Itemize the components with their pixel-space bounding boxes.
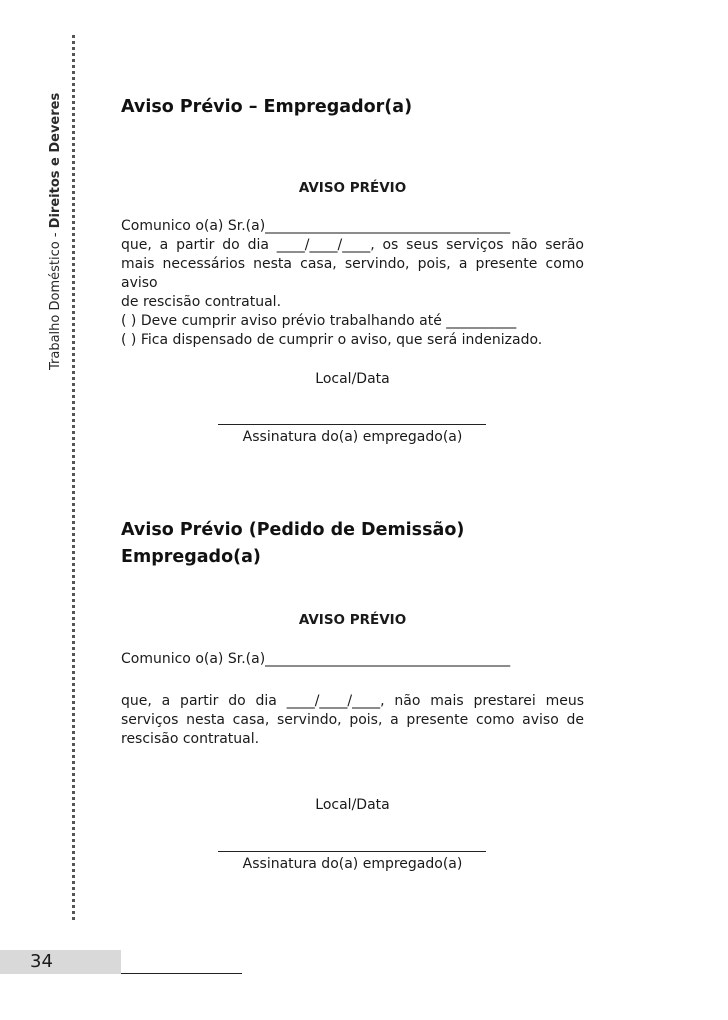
page-number-box <box>0 950 121 974</box>
section1-line-1: Comunico o(a) Sr.(a)___________________________________ <box>121 218 511 234</box>
section1-option-2: ( ) Fica dispensado de cumprir o aviso, que será indenizado. <box>121 332 543 348</box>
section1-option-1: ( ) Deve cumprir aviso prévio trabalhando até __________ <box>121 313 517 329</box>
section2-line-3: rescisão contratual. <box>121 731 260 747</box>
section2-line-2: serviços nesta casa, servindo, pois, a presente como aviso de <box>121 712 584 728</box>
section1-heading: Aviso Prévio – Empregador(a) <box>121 97 413 117</box>
section1-line-3: mais necessários nesta casa, servindo, pois, a presente como aviso <box>121 256 584 291</box>
running-header-normal: Trabalho Doméstico - <box>48 228 63 370</box>
section1-line-2: que, a partir do dia ____/____/____, os seus serviços não serão <box>121 237 584 253</box>
section1-paragraph <box>121 217 584 350</box>
dotted-margin-rule <box>72 35 75 920</box>
section2-paragraph <box>121 692 584 749</box>
section2-block-title: AVISO PRÉVIO <box>298 612 407 628</box>
section2-signature-line <box>218 851 486 852</box>
section1-signature-line <box>218 424 486 425</box>
section1-line-4: de rescisão contratual. <box>121 294 282 310</box>
running-header-bold: Direitos e Deveres <box>48 92 63 229</box>
section1-block-title: AVISO PRÉVIO <box>298 180 407 196</box>
page-footer-rule <box>121 973 242 974</box>
section2-heading-line1: Aviso Prévio (Pedido de Demissão) <box>121 520 465 540</box>
section1-signature-label: Assinatura do(a) empregado(a) <box>242 429 463 445</box>
section2-signature-label: Assinatura do(a) empregado(a) <box>242 856 463 872</box>
running-header <box>48 93 63 370</box>
section2-local-data: Local/Data <box>315 797 390 813</box>
section2-heading-line2: Empregado(a) <box>121 547 261 567</box>
section2-line-1: que, a partir do dia ____/____/____, não mais prestarei meus <box>121 693 584 709</box>
page-number: 34 <box>30 951 53 972</box>
section1-local-data: Local/Data <box>315 371 390 387</box>
section2-comunico: Comunico o(a) Sr.(a)___________________________________ <box>121 651 511 667</box>
